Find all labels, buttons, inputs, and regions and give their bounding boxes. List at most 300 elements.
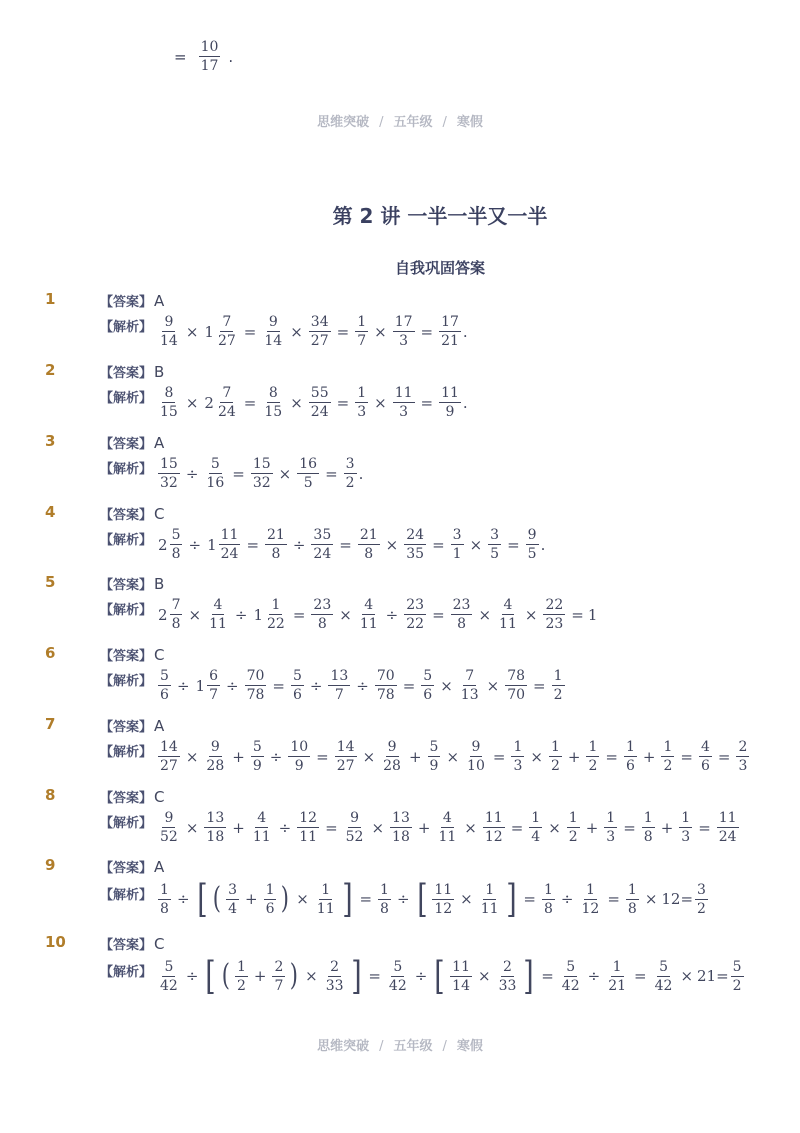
answer-label: 【答案】 (100, 295, 153, 310)
operator: ÷ (414, 967, 428, 985)
operator: × (644, 890, 658, 908)
operator: ÷ (188, 535, 202, 554)
answer-choice: C (154, 787, 165, 806)
denominator: 9 (429, 758, 439, 774)
fraction (272, 960, 285, 993)
fraction (170, 528, 183, 561)
operator: × (371, 818, 385, 837)
fraction (207, 598, 229, 631)
denominator: 8 (160, 900, 169, 917)
operator: × (290, 393, 303, 412)
operator: ÷ (385, 605, 399, 624)
denominator: 9 (294, 758, 304, 774)
numerator: 5 (171, 527, 181, 543)
numerator: 1 (643, 810, 653, 826)
analysis-label: 【解析】 (100, 745, 153, 760)
numerator: 1 (550, 739, 560, 755)
answer-label: 【答案】 (100, 649, 153, 664)
math-text: 1 (587, 605, 598, 624)
numerator: 70 (376, 668, 395, 684)
answer-choice: A (154, 716, 165, 735)
operator: = (698, 818, 711, 837)
operator: + (660, 818, 674, 837)
denominator: 78 (246, 687, 265, 703)
operator: = (368, 967, 381, 985)
numerator: 9 (387, 739, 397, 755)
whole-number: 1 (204, 322, 214, 341)
denominator: 24 (310, 404, 329, 420)
denominator: 15 (160, 404, 178, 420)
answer-label: 【答案】 (100, 938, 153, 953)
denominator: 35 (406, 546, 425, 562)
question-number: 9 (45, 856, 56, 874)
denominator: 6 (292, 687, 302, 703)
numerator: 1 (588, 739, 598, 755)
denominator: 3 (606, 829, 616, 845)
fraction (432, 883, 454, 916)
numerator: 1 (663, 739, 673, 755)
parenthesis: ) (290, 958, 299, 993)
fraction (375, 669, 397, 702)
answer-choice: C (154, 645, 165, 664)
numerator: 11 (434, 881, 453, 898)
operator: × (374, 393, 387, 412)
math-expression (156, 740, 751, 773)
operator: = (336, 393, 350, 412)
math-text: 12= (661, 890, 694, 908)
denominator: 6 (625, 758, 635, 774)
numerator: 1 (236, 958, 246, 975)
numerator: 9 (471, 739, 481, 755)
numerator: 2 (503, 958, 512, 975)
analysis-label: 【解析】 (100, 964, 153, 980)
denominator: 52 (160, 829, 178, 845)
lesson-title: 第 2 讲 一半一半又一半 (332, 204, 548, 228)
operator: + (408, 747, 422, 766)
answer-choice: B (154, 362, 165, 381)
analysis-row (100, 315, 468, 348)
operator: = (541, 967, 554, 985)
operator: = (359, 890, 373, 908)
operator: ÷ (234, 605, 248, 624)
denominator: 32 (252, 475, 271, 491)
operator: × (460, 890, 473, 908)
analysis-row (100, 954, 746, 998)
numerator: 1 (543, 881, 553, 898)
fraction (311, 598, 333, 631)
denominator: 8 (543, 900, 553, 917)
square-bracket: [ (196, 877, 208, 921)
operator: ÷ (309, 676, 323, 695)
denominator: 5 (490, 546, 500, 562)
numerator: 1 (568, 810, 578, 826)
fraction (251, 457, 273, 490)
numerator: 3 (345, 456, 355, 472)
denominator: 2 (345, 475, 355, 491)
footer-term: 寒假 (456, 1039, 483, 1054)
denominator: 24 (220, 546, 239, 562)
numerator: 17 (394, 314, 413, 330)
denominator: 1 (452, 546, 462, 562)
fraction (216, 386, 238, 419)
numerator: 1 (531, 810, 541, 826)
denominator: 8 (271, 546, 281, 562)
denominator: 24 (313, 546, 332, 562)
answer-choice: C (154, 504, 165, 523)
numerator: 11 (394, 385, 413, 401)
analysis-label: 【解析】 (100, 320, 153, 335)
numerator: 1 (585, 881, 595, 898)
analysis-row (100, 457, 363, 490)
operator: ÷ (560, 890, 574, 908)
numerator: 6 (209, 668, 218, 684)
denominator: 9 (445, 404, 455, 420)
denominator: 2 (663, 758, 673, 774)
fraction (158, 740, 180, 773)
square-bracket: ] (505, 877, 517, 921)
fraction (579, 883, 601, 916)
numerator: 1 (485, 881, 495, 898)
square-bracket: ] (341, 877, 353, 921)
numerator: 14 (336, 739, 355, 755)
denominator: 70 (507, 687, 526, 703)
operator: = (243, 393, 257, 412)
math-expression (156, 877, 710, 921)
answer-row (100, 645, 165, 664)
operator: × (185, 818, 199, 837)
square-bracket: [ (205, 954, 217, 998)
fraction (335, 740, 357, 773)
numerator: 1 (681, 810, 691, 826)
question-number: 6 (45, 644, 56, 662)
numerator: 3 (490, 527, 500, 543)
fraction (378, 883, 391, 916)
analysis-row (100, 740, 751, 773)
fraction (251, 811, 273, 844)
fraction (204, 811, 226, 844)
answer-label: 【答案】 (100, 437, 153, 452)
denominator: 5 (527, 546, 537, 562)
fraction (586, 740, 599, 773)
fraction (731, 960, 744, 993)
answer-row (100, 291, 164, 310)
footer-separator: / (442, 115, 447, 130)
fraction (291, 669, 304, 702)
denominator: 5 (303, 475, 313, 491)
denominator: 22 (406, 616, 425, 632)
denominator: 8 (457, 616, 467, 632)
fraction (542, 883, 555, 916)
fraction (264, 883, 277, 916)
operator: ÷ (176, 676, 190, 695)
numerator: 9 (527, 527, 537, 543)
numerator: 1 (380, 881, 389, 898)
denominator: 8 (643, 829, 653, 845)
answer-choice: A (154, 857, 165, 876)
answer-label: 【答案】 (100, 578, 153, 593)
denominator: 22 (267, 616, 285, 632)
numerator: 2 (274, 958, 284, 975)
denominator: 21 (441, 333, 459, 349)
numerator: 5 (292, 668, 302, 684)
numerator: 3 (697, 881, 706, 898)
numerator: 22 (545, 597, 564, 613)
denominator: 2 (732, 977, 742, 994)
fraction (717, 811, 739, 844)
denominator: 15 (264, 404, 283, 420)
whole-number: 1 (253, 605, 264, 624)
operator: × (680, 967, 694, 985)
denominator: 3 (513, 758, 523, 774)
fraction (439, 386, 461, 419)
operator: × (469, 535, 483, 554)
denominator: 8 (317, 616, 327, 632)
fraction (358, 598, 380, 631)
numerator: 5 (252, 739, 262, 755)
denominator: 52 (345, 829, 364, 845)
numerator: 4 (364, 597, 374, 613)
numerator: 15 (252, 456, 271, 472)
operator: = (623, 818, 636, 837)
answer-row (100, 362, 164, 381)
numerator: 17 (441, 314, 459, 330)
math-text: 21= (697, 967, 729, 985)
numerator: 11 (452, 958, 470, 975)
page-footer (0, 111, 800, 130)
analysis-label: 【解析】 (100, 816, 153, 831)
operator: = (339, 535, 352, 554)
denominator: 3 (399, 404, 409, 420)
numerator: 5 (732, 958, 742, 975)
fraction (451, 598, 473, 631)
operator: = (571, 605, 584, 624)
numerator: 11 (484, 810, 503, 826)
operator: + (642, 747, 656, 766)
numerator: 2 (330, 958, 340, 975)
analysis-label: 【解析】 (100, 533, 153, 548)
numerator: 4 (442, 810, 452, 826)
operator: + (232, 747, 245, 766)
denominator: 11 (299, 829, 318, 845)
fraction (526, 528, 539, 561)
numerator: 1 (553, 668, 563, 684)
denominator: 8 (171, 616, 181, 632)
numerator: 5 (659, 958, 668, 975)
whole-number: 1 (207, 535, 217, 554)
operator: = (634, 967, 647, 985)
fraction (245, 669, 267, 702)
math-expression (156, 386, 468, 419)
operator: = (607, 890, 620, 908)
answer-row (100, 787, 165, 806)
question-number: 8 (45, 786, 56, 804)
denominator: 6 (423, 687, 433, 703)
operator: ÷ (396, 890, 410, 908)
operator: × (296, 890, 309, 908)
fraction (404, 528, 426, 561)
fraction (358, 528, 380, 561)
numerator: 8 (268, 385, 278, 401)
analysis-label: 【解析】 (100, 603, 153, 618)
denominator: 14 (160, 333, 178, 349)
question-number: 3 (45, 432, 56, 450)
numerator: 5 (160, 668, 169, 684)
fraction (158, 883, 171, 916)
operator: × (278, 464, 292, 483)
fraction (404, 598, 426, 631)
denominator: 11 (499, 616, 517, 632)
numerator: 7 (222, 314, 232, 330)
denominator: 14 (452, 977, 470, 994)
denominator: 33 (325, 977, 344, 994)
operator: × (188, 605, 202, 624)
denominator: 18 (206, 829, 225, 845)
denominator: 78 (376, 687, 395, 703)
fraction (355, 386, 368, 419)
fraction (204, 457, 226, 490)
denominator: 28 (206, 758, 225, 774)
fraction (679, 811, 692, 844)
operator: = (432, 605, 445, 624)
numerator: 1 (606, 810, 616, 826)
denominator: 7 (334, 687, 344, 703)
denominator: 42 (160, 977, 178, 994)
numerator: 4 (257, 810, 267, 826)
analysis-label: 【解析】 (100, 462, 153, 477)
denominator: 3 (681, 829, 691, 845)
numerator: 16 (299, 456, 318, 472)
operator: = (272, 676, 285, 695)
denominator: 3 (399, 333, 409, 349)
answer-choice: A (154, 291, 165, 310)
whole-number: 2 (158, 605, 168, 624)
denominator: 42 (561, 977, 580, 994)
operator: ÷ (269, 747, 283, 766)
fraction (207, 669, 220, 702)
operator: = (246, 535, 260, 554)
operator: × (446, 747, 460, 766)
parenthesis: ) (281, 881, 290, 916)
footer-grade: 五年级 (393, 115, 433, 130)
fraction (505, 669, 527, 702)
fraction (262, 386, 284, 419)
footer-separator: / (442, 1039, 447, 1054)
equals-sign: = (174, 47, 187, 66)
fraction (235, 960, 248, 993)
fraction (158, 315, 180, 348)
numerator: 5 (566, 958, 576, 975)
fraction (483, 811, 505, 844)
operator: = (533, 676, 546, 695)
operator: ÷ (587, 967, 601, 985)
operator: × (486, 676, 500, 695)
numerator: 1 (627, 881, 637, 898)
operator: + (244, 890, 258, 908)
operator: = (336, 322, 350, 341)
numerator: 12 (299, 810, 318, 826)
denominator: 33 (498, 977, 517, 994)
operator: × (548, 818, 561, 837)
fraction (459, 669, 481, 702)
operator: = (420, 393, 434, 412)
analysis-label: 【解析】 (100, 674, 153, 689)
denominator: 11 (316, 900, 335, 917)
answer-label: 【答案】 (100, 720, 153, 735)
fraction (328, 669, 350, 702)
numerator: 3 (228, 881, 237, 898)
numerator: 1 (357, 314, 367, 330)
analysis-row (100, 528, 545, 561)
denominator: 3 (357, 404, 367, 420)
fraction (309, 386, 331, 419)
numerator: 55 (310, 385, 329, 401)
numerator: 9 (164, 314, 174, 330)
operator: ÷ (185, 967, 199, 985)
numerator: 35 (313, 527, 332, 543)
fraction (297, 457, 319, 490)
operator: × (185, 747, 199, 766)
denominator: 8 (364, 546, 374, 562)
denominator: 2 (553, 687, 563, 703)
fraction (309, 315, 331, 348)
answer-choice: B (154, 574, 165, 593)
question-number: 4 (45, 503, 56, 521)
numerator: 70 (246, 668, 265, 684)
denominator: 2 (697, 900, 706, 917)
fraction (497, 960, 519, 993)
answer-row (100, 934, 165, 953)
operator: × (185, 322, 199, 341)
operator: = (432, 535, 445, 554)
fraction (344, 457, 357, 490)
numerator: 4 (213, 597, 223, 613)
numerator: 23 (406, 597, 425, 613)
square-bracket: [ (416, 877, 428, 921)
analysis-label: 【解析】 (100, 391, 153, 406)
numerator: 3 (452, 527, 462, 543)
fraction (158, 811, 180, 844)
denominator: 24 (217, 404, 236, 420)
operator: + (253, 967, 267, 985)
fraction (216, 315, 238, 348)
operator: × (339, 605, 352, 624)
fraction (262, 315, 284, 348)
previous-result-line (170, 40, 233, 73)
numerator: 10 (290, 739, 309, 755)
math-expression (156, 669, 567, 702)
denominator: 2 (550, 758, 560, 774)
denominator: 11 (359, 616, 378, 632)
fraction (288, 740, 310, 773)
denominator: 18 (392, 829, 410, 845)
denominator: 4 (228, 900, 237, 917)
operator: × (374, 322, 387, 341)
whole-number: 2 (204, 393, 214, 412)
denominator: 7 (209, 687, 218, 703)
denominator: 42 (388, 977, 407, 994)
numerator: 8 (164, 385, 174, 401)
section-title: 自我巩固答案 (394, 259, 485, 277)
fraction (393, 315, 415, 348)
operator: × (305, 967, 318, 985)
page-footer (0, 1035, 800, 1054)
numerator: 4 (700, 739, 710, 755)
operator: ÷ (176, 890, 190, 908)
numerator: 78 (507, 668, 526, 684)
numerator: 7 (171, 597, 181, 613)
fraction (265, 528, 287, 561)
numerator: 1 (271, 597, 281, 613)
